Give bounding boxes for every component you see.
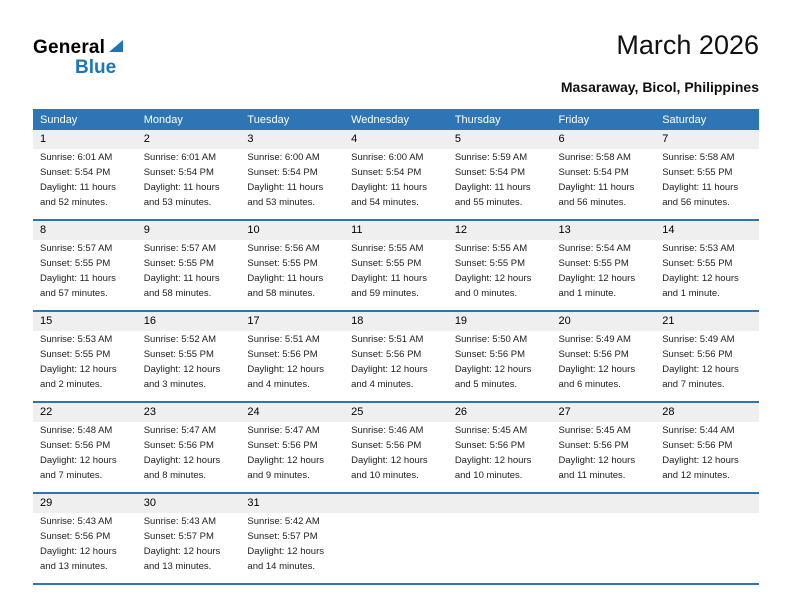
sunset-text: Sunset: 5:56 PM xyxy=(143,440,214,451)
day-number: 10 xyxy=(240,221,344,240)
day-number xyxy=(655,494,759,513)
calendar-day-cell xyxy=(137,493,241,584)
daylight-text: Daylight: 12 hours and 3 minutes. xyxy=(143,364,221,390)
day-details xyxy=(33,240,137,310)
sunset-text: Sunset: 5:57 PM xyxy=(143,531,214,542)
calendar-day-cell xyxy=(344,130,448,220)
daylight-text: Daylight: 11 hours and 58 minutes. xyxy=(143,273,220,299)
sunset-text: Sunset: 5:55 PM xyxy=(662,167,733,178)
calendar-day-cell xyxy=(655,130,759,220)
page-header xyxy=(33,30,759,95)
sunrise-text: Sunrise: 5:53 AM xyxy=(40,334,113,345)
weekday-header-tuesday: Tuesday xyxy=(240,109,344,130)
sunrise-text: Sunrise: 5:45 AM xyxy=(558,425,631,436)
week-row xyxy=(33,130,759,220)
sunset-text: Sunset: 5:54 PM xyxy=(351,167,422,178)
day-details xyxy=(655,422,759,492)
sunrise-text: Sunrise: 5:48 AM xyxy=(40,425,113,436)
sunrise-text: Sunrise: 5:45 AM xyxy=(454,425,528,436)
sunrise-text: Sunrise: 6:01 AM xyxy=(143,152,217,163)
calendar-day-cell xyxy=(344,311,448,402)
day-details xyxy=(448,240,552,310)
calendar-day-cell xyxy=(344,402,448,493)
day-details xyxy=(344,240,448,310)
daylight-text: Daylight: 11 hours and 57 minutes. xyxy=(40,273,116,299)
sunset-text: Sunset: 5:56 PM xyxy=(40,531,111,542)
day-number: 11 xyxy=(344,221,448,240)
week-row xyxy=(33,311,759,402)
sunrise-text: Sunrise: 5:47 AM xyxy=(143,425,217,436)
day-number: 22 xyxy=(33,403,137,422)
sunset-text: Sunset: 5:57 PM xyxy=(247,531,318,542)
day-details xyxy=(137,513,241,583)
week-row xyxy=(33,402,759,493)
day-details xyxy=(33,422,137,492)
day-number: 30 xyxy=(137,494,241,513)
daylight-text: Daylight: 12 hours and 6 minutes. xyxy=(558,364,636,390)
logo-triangle-icon xyxy=(108,39,124,57)
daylight-text: Daylight: 12 hours and 11 minutes. xyxy=(558,455,636,481)
weekday-header-monday: Monday xyxy=(137,109,241,130)
day-details xyxy=(240,149,344,219)
sunrise-text: Sunrise: 5:46 AM xyxy=(351,425,424,436)
sunrise-text: Sunrise: 5:58 AM xyxy=(662,152,735,163)
sunset-text: Sunset: 5:56 PM xyxy=(351,349,422,360)
daylight-text: Daylight: 12 hours and 14 minutes. xyxy=(247,546,324,572)
day-details xyxy=(137,331,241,401)
sunset-text: Sunset: 5:56 PM xyxy=(662,349,733,360)
daylight-text: Daylight: 12 hours and 10 minutes. xyxy=(454,455,532,481)
day-number: 21 xyxy=(655,312,759,331)
calendar-day-cell xyxy=(552,311,656,402)
day-number: 7 xyxy=(655,130,759,149)
calendar-day-cell xyxy=(33,402,137,493)
sunset-text: Sunset: 5:55 PM xyxy=(351,258,422,269)
sunrise-text: Sunrise: 5:49 AM xyxy=(558,334,631,345)
day-details xyxy=(655,240,759,310)
day-number: 15 xyxy=(33,312,137,331)
sunrise-text: Sunrise: 5:55 AM xyxy=(454,243,528,254)
sunrise-text: Sunrise: 6:00 AM xyxy=(247,152,320,163)
day-details xyxy=(552,240,656,310)
calendar-day-cell xyxy=(33,311,137,402)
daylight-text: Daylight: 11 hours and 54 minutes. xyxy=(351,182,427,208)
day-details xyxy=(655,331,759,401)
day-details xyxy=(344,149,448,219)
daylight-text: Daylight: 12 hours and 7 minutes. xyxy=(40,455,117,481)
day-number: 5 xyxy=(448,130,552,149)
sunrise-text: Sunrise: 5:49 AM xyxy=(662,334,735,345)
calendar-day-cell xyxy=(655,220,759,311)
day-number: 31 xyxy=(240,494,344,513)
daylight-text: Daylight: 11 hours and 53 minutes. xyxy=(247,182,324,208)
sunrise-text: Sunrise: 5:52 AM xyxy=(143,334,217,345)
day-number: 3 xyxy=(240,130,344,149)
day-details xyxy=(552,513,656,577)
sunrise-text: Sunrise: 5:53 AM xyxy=(662,243,735,254)
title-block xyxy=(561,30,759,95)
daylight-text: Daylight: 12 hours and 13 minutes. xyxy=(40,546,117,572)
calendar-day-cell xyxy=(448,311,552,402)
day-details xyxy=(344,422,448,492)
sunrise-text: Sunrise: 6:01 AM xyxy=(40,152,113,163)
daylight-text: Daylight: 12 hours and 8 minutes. xyxy=(143,455,221,481)
calendar-empty-cell xyxy=(655,493,759,584)
sunset-text: Sunset: 5:54 PM xyxy=(558,167,629,178)
calendar-day-cell xyxy=(33,493,137,584)
sunset-text: Sunset: 5:54 PM xyxy=(40,167,111,178)
day-details xyxy=(344,513,448,577)
calendar-day-cell xyxy=(240,311,344,402)
calendar-empty-cell xyxy=(448,493,552,584)
day-details xyxy=(655,149,759,219)
daylight-text: Daylight: 12 hours and 2 minutes. xyxy=(40,364,117,390)
calendar-day-cell xyxy=(552,402,656,493)
day-details xyxy=(655,513,759,577)
sunrise-text: Sunrise: 5:55 AM xyxy=(351,243,424,254)
calendar-empty-cell xyxy=(344,493,448,584)
sunrise-text: Sunrise: 6:00 AM xyxy=(351,152,424,163)
day-number: 9 xyxy=(137,221,241,240)
sunrise-text: Sunrise: 5:43 AM xyxy=(40,516,113,527)
calendar-day-cell xyxy=(448,220,552,311)
sunset-text: Sunset: 5:56 PM xyxy=(558,440,629,451)
daylight-text: Daylight: 12 hours and 1 minute. xyxy=(558,273,636,299)
day-details xyxy=(240,331,344,401)
sunset-text: Sunset: 5:54 PM xyxy=(247,167,318,178)
daylight-text: Daylight: 11 hours and 58 minutes. xyxy=(247,273,324,299)
day-number: 26 xyxy=(448,403,552,422)
sunset-text: Sunset: 5:56 PM xyxy=(351,440,422,451)
day-details xyxy=(137,240,241,310)
calendar-day-cell xyxy=(240,402,344,493)
sunset-text: Sunset: 5:55 PM xyxy=(662,258,733,269)
sunrise-text: Sunrise: 5:51 AM xyxy=(351,334,424,345)
sunrise-text: Sunrise: 5:43 AM xyxy=(143,516,217,527)
sunset-text: Sunset: 5:55 PM xyxy=(454,258,526,269)
calendar-day-cell xyxy=(552,130,656,220)
calendar-location-subtitle: Masaraway, Bicol, Philippines xyxy=(560,79,759,95)
daylight-text: Daylight: 12 hours and 5 minutes. xyxy=(454,364,532,390)
sunrise-text: Sunrise: 5:57 AM xyxy=(143,243,217,254)
daylight-text: Daylight: 12 hours and 4 minutes. xyxy=(247,364,324,390)
daylight-text: Daylight: 11 hours and 56 minutes. xyxy=(558,182,635,208)
calendar-day-cell xyxy=(240,130,344,220)
daylight-text: Daylight: 12 hours and 4 minutes. xyxy=(351,364,428,390)
sunset-text: Sunset: 5:56 PM xyxy=(454,440,526,451)
day-number: 6 xyxy=(552,130,656,149)
general-blue-logo xyxy=(33,30,124,77)
calendar-day-cell xyxy=(137,311,241,402)
sunrise-text: Sunrise: 5:44 AM xyxy=(662,425,735,436)
calendar-day-cell xyxy=(344,220,448,311)
day-details xyxy=(240,240,344,310)
calendar-day-cell xyxy=(552,220,656,311)
sunrise-text: Sunrise: 5:56 AM xyxy=(247,243,320,254)
calendar-day-cell xyxy=(137,130,241,220)
sunset-text: Sunset: 5:56 PM xyxy=(247,349,318,360)
day-number xyxy=(552,494,656,513)
sunrise-text: Sunrise: 5:47 AM xyxy=(247,425,320,436)
day-number: 28 xyxy=(655,403,759,422)
day-number: 13 xyxy=(552,221,656,240)
day-details xyxy=(448,149,552,219)
day-details xyxy=(137,422,241,492)
day-number: 29 xyxy=(33,494,137,513)
daylight-text: Daylight: 12 hours and 10 minutes. xyxy=(351,455,428,481)
day-number: 24 xyxy=(240,403,344,422)
day-number: 18 xyxy=(344,312,448,331)
sunset-text: Sunset: 5:55 PM xyxy=(40,258,111,269)
calendar-table xyxy=(33,109,759,585)
day-number xyxy=(344,494,448,513)
logo-text-blue: Blue xyxy=(75,57,117,78)
daylight-text: Daylight: 12 hours and 13 minutes. xyxy=(143,546,221,572)
day-number: 14 xyxy=(655,221,759,240)
sunset-text: Sunset: 5:54 PM xyxy=(143,167,214,178)
weekday-header-sunday: Sunday xyxy=(33,109,137,130)
calendar-day-cell xyxy=(240,220,344,311)
day-details xyxy=(344,331,448,401)
sunset-text: Sunset: 5:55 PM xyxy=(247,258,318,269)
day-details xyxy=(240,422,344,492)
weekday-header-thursday: Thursday xyxy=(448,109,552,130)
day-details xyxy=(448,513,552,577)
daylight-text: Daylight: 12 hours and 12 minutes. xyxy=(662,455,739,481)
day-number: 27 xyxy=(552,403,656,422)
day-details xyxy=(33,331,137,401)
day-number: 19 xyxy=(448,312,552,331)
day-number xyxy=(448,494,552,513)
sunrise-text: Sunrise: 5:50 AM xyxy=(454,334,528,345)
sunrise-text: Sunrise: 5:57 AM xyxy=(40,243,113,254)
calendar-day-cell xyxy=(137,402,241,493)
daylight-text: Daylight: 11 hours and 53 minutes. xyxy=(143,182,220,208)
daylight-text: Daylight: 12 hours and 0 minutes. xyxy=(454,273,532,299)
sunset-text: Sunset: 5:55 PM xyxy=(558,258,629,269)
calendar-day-cell xyxy=(33,220,137,311)
sunset-text: Sunset: 5:55 PM xyxy=(143,349,214,360)
day-number: 8 xyxy=(33,221,137,240)
sunset-text: Sunset: 5:55 PM xyxy=(40,349,111,360)
sunset-text: Sunset: 5:56 PM xyxy=(558,349,629,360)
calendar-month-title: March 2026 xyxy=(616,30,759,60)
calendar-day-cell xyxy=(655,311,759,402)
day-details xyxy=(240,513,344,583)
day-number: 17 xyxy=(240,312,344,331)
calendar-day-cell xyxy=(448,130,552,220)
day-number: 12 xyxy=(448,221,552,240)
day-details xyxy=(552,422,656,492)
calendar-empty-cell xyxy=(552,493,656,584)
calendar-day-cell xyxy=(33,130,137,220)
sunrise-text: Sunrise: 5:59 AM xyxy=(454,152,528,163)
day-details xyxy=(137,149,241,219)
week-row xyxy=(33,493,759,584)
sunrise-text: Sunrise: 5:42 AM xyxy=(247,516,320,527)
calendar-day-cell xyxy=(137,220,241,311)
calendar-day-cell xyxy=(655,402,759,493)
sunset-text: Sunset: 5:56 PM xyxy=(662,440,733,451)
calendar-day-cell xyxy=(240,493,344,584)
logo-text-general: General xyxy=(33,37,106,58)
day-details xyxy=(33,149,137,219)
week-row xyxy=(33,220,759,311)
daylight-text: Daylight: 12 hours and 1 minute. xyxy=(662,273,739,299)
weekday-header-saturday: Saturday xyxy=(655,109,759,130)
day-details xyxy=(552,331,656,401)
day-details xyxy=(448,331,552,401)
daylight-text: Daylight: 11 hours and 56 minutes. xyxy=(662,182,739,208)
day-number: 25 xyxy=(344,403,448,422)
sunset-text: Sunset: 5:56 PM xyxy=(247,440,318,451)
day-number: 20 xyxy=(552,312,656,331)
sunset-text: Sunset: 5:56 PM xyxy=(40,440,111,451)
day-number: 1 xyxy=(33,130,137,149)
daylight-text: Daylight: 12 hours and 9 minutes. xyxy=(247,455,324,481)
sunrise-text: Sunrise: 5:51 AM xyxy=(247,334,320,345)
daylight-text: Daylight: 11 hours and 55 minutes. xyxy=(454,182,531,208)
sunrise-text: Sunrise: 5:58 AM xyxy=(558,152,631,163)
weekday-header-wednesday: Wednesday xyxy=(344,109,448,130)
day-number: 23 xyxy=(137,403,241,422)
day-number: 16 xyxy=(137,312,241,331)
weekday-header-friday: Friday xyxy=(552,109,656,130)
day-details xyxy=(33,513,137,583)
sunrise-text: Sunrise: 5:54 AM xyxy=(558,243,631,254)
daylight-text: Daylight: 12 hours and 7 minutes. xyxy=(662,364,739,390)
day-number: 4 xyxy=(344,130,448,149)
day-details xyxy=(552,149,656,219)
day-number: 2 xyxy=(137,130,241,149)
sunset-text: Sunset: 5:56 PM xyxy=(454,349,526,360)
sunset-text: Sunset: 5:55 PM xyxy=(143,258,214,269)
day-details xyxy=(448,422,552,492)
calendar-day-cell xyxy=(448,402,552,493)
daylight-text: Daylight: 11 hours and 52 minutes. xyxy=(40,182,116,208)
daylight-text: Daylight: 11 hours and 59 minutes. xyxy=(351,273,427,299)
weekday-header-row xyxy=(33,109,759,130)
sunset-text: Sunset: 5:54 PM xyxy=(454,167,526,178)
